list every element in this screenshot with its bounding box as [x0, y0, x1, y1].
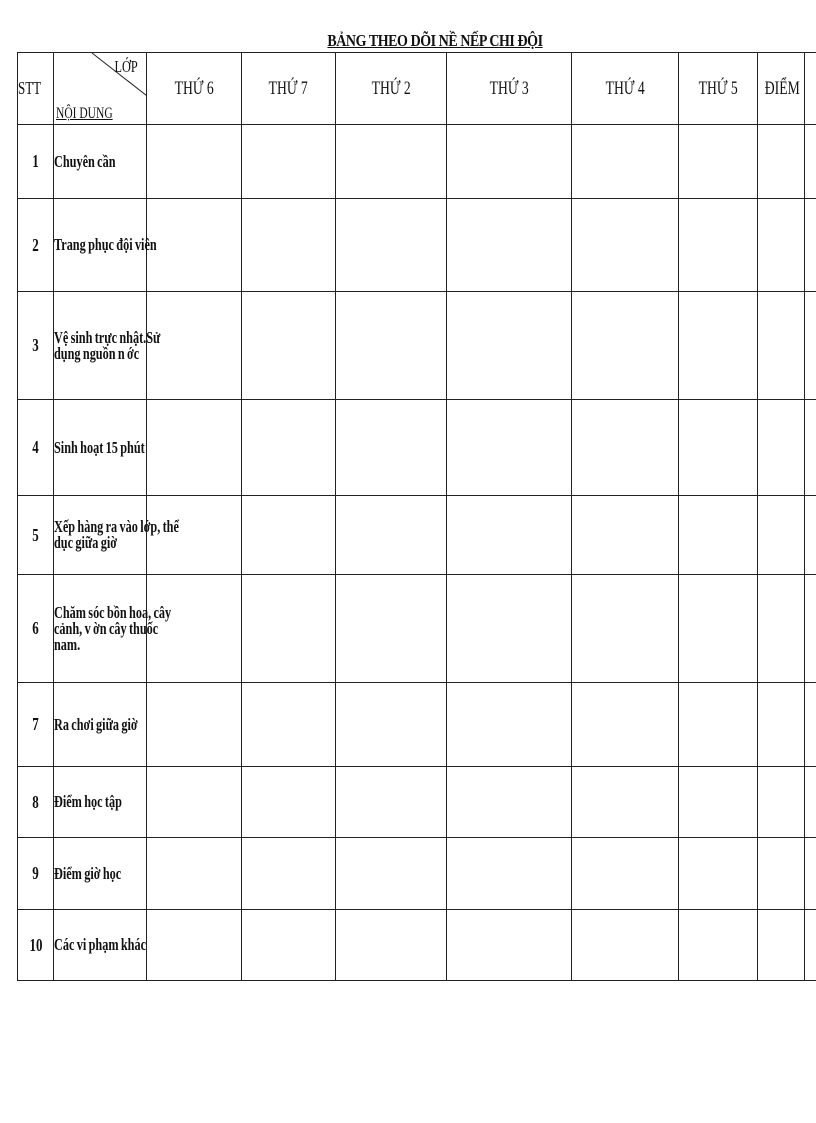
entry-cell[interactable] — [758, 575, 805, 683]
corner-top-label: LỚP — [114, 57, 138, 76]
header-day-1: THỨ 6 — [147, 53, 242, 125]
entry-cell[interactable] — [805, 838, 816, 910]
entry-cell[interactable] — [336, 767, 447, 838]
row-number: 10 — [18, 910, 54, 981]
entry-cell[interactable] — [572, 575, 679, 683]
entry-cell[interactable] — [758, 910, 805, 981]
entry-cell[interactable] — [805, 400, 816, 496]
entry-cell[interactable] — [805, 767, 816, 838]
row-content: Trang phục đội viên — [54, 199, 147, 292]
table-row — [18, 292, 816, 400]
header-day-3: THỨ 2 — [336, 53, 447, 125]
row-number: 3 — [18, 292, 54, 400]
entry-cell[interactable] — [679, 575, 758, 683]
row-number: 8 — [18, 767, 54, 838]
row-number: 4 — [18, 400, 54, 496]
row-content: Chăm sóc bồn hoa, cây cảnh, v ờn cây thuốc nam. — [54, 575, 147, 683]
entry-cell[interactable] — [758, 125, 805, 199]
entry-cell[interactable] — [242, 292, 336, 400]
entry-cell[interactable] — [805, 199, 816, 292]
header-extra — [805, 53, 816, 125]
table-row — [18, 496, 816, 575]
header-row — [18, 53, 816, 125]
stt-header: STT — [18, 53, 54, 125]
entry-cell[interactable] — [805, 683, 816, 767]
entry-cell[interactable] — [447, 400, 572, 496]
entry-cell[interactable] — [336, 910, 447, 981]
entry-cell[interactable] — [336, 575, 447, 683]
tracking-table — [17, 52, 816, 981]
row-number: 2 — [18, 199, 54, 292]
table-row — [18, 575, 816, 683]
entry-cell[interactable] — [242, 400, 336, 496]
entry-cell[interactable] — [758, 496, 805, 575]
entry-cell[interactable] — [447, 125, 572, 199]
entry-cell[interactable] — [805, 910, 816, 981]
entry-cell[interactable] — [805, 125, 816, 199]
entry-cell[interactable] — [572, 400, 679, 496]
entry-cell[interactable] — [572, 292, 679, 400]
entry-cell[interactable] — [572, 496, 679, 575]
row-content: Sinh hoạt 15 phút — [54, 400, 147, 496]
entry-cell[interactable] — [679, 683, 758, 767]
row-number: 9 — [18, 838, 54, 910]
entry-cell[interactable] — [679, 910, 758, 981]
entry-cell[interactable] — [447, 767, 572, 838]
table-row — [18, 199, 816, 292]
table-body — [18, 125, 816, 981]
header-score: ĐIỂM — [758, 53, 805, 125]
entry-cell[interactable] — [336, 292, 447, 400]
header-day-2: THỨ 7 — [242, 53, 336, 125]
entry-cell[interactable] — [572, 767, 679, 838]
row-number: 6 — [18, 575, 54, 683]
entry-cell[interactable] — [242, 910, 336, 981]
entry-cell[interactable] — [447, 496, 572, 575]
header-day-4: THỨ 3 — [447, 53, 572, 125]
row-content: Các vi phạm khác — [54, 910, 147, 981]
entry-cell[interactable] — [572, 838, 679, 910]
row-number: 7 — [18, 683, 54, 767]
row-number: 1 — [18, 125, 54, 199]
entry-cell[interactable] — [336, 400, 447, 496]
entry-cell[interactable] — [679, 838, 758, 910]
entry-cell[interactable] — [447, 910, 572, 981]
entry-cell[interactable] — [336, 199, 447, 292]
row-content: Xếp hàng ra vào lớp, thể dục giữa giờ — [54, 496, 147, 575]
entry-cell[interactable] — [242, 575, 336, 683]
entry-cell[interactable] — [336, 838, 447, 910]
table-row — [18, 125, 816, 199]
entry-cell[interactable] — [679, 125, 758, 199]
row-content: Chuyên cần — [54, 125, 147, 199]
entry-cell[interactable] — [447, 575, 572, 683]
entry-cell[interactable] — [805, 496, 816, 575]
entry-cell[interactable] — [447, 292, 572, 400]
entry-cell[interactable] — [572, 683, 679, 767]
entry-cell[interactable] — [758, 199, 805, 292]
entry-cell[interactable] — [572, 910, 679, 981]
entry-cell[interactable] — [679, 767, 758, 838]
entry-cell[interactable] — [758, 292, 805, 400]
document-title: BẢNG THEO DÕI NỀ NẾP CHI ĐỘI — [327, 31, 543, 50]
corner-cell — [54, 53, 147, 125]
entry-cell[interactable] — [572, 125, 679, 199]
entry-cell[interactable] — [758, 683, 805, 767]
entry-cell[interactable] — [447, 683, 572, 767]
entry-cell[interactable] — [679, 292, 758, 400]
entry-cell[interactable] — [336, 125, 447, 199]
entry-cell[interactable] — [758, 400, 805, 496]
header-day-5: THỨ 4 — [572, 53, 679, 125]
corner-bottom-label: NỘI DUNG — [56, 105, 113, 122]
table-row — [18, 838, 816, 910]
entry-cell[interactable] — [572, 199, 679, 292]
row-content: Vệ sinh trực nhật.Sử dụng nguồn n ớc — [54, 292, 147, 400]
entry-cell[interactable] — [679, 199, 758, 292]
table-row — [18, 683, 816, 767]
entry-cell[interactable] — [758, 838, 805, 910]
entry-cell[interactable] — [805, 575, 816, 683]
entry-cell[interactable] — [242, 496, 336, 575]
entry-cell[interactable] — [447, 199, 572, 292]
entry-cell[interactable] — [805, 292, 816, 400]
entry-cell[interactable] — [242, 838, 336, 910]
entry-cell[interactable] — [679, 400, 758, 496]
row-number: 5 — [18, 496, 54, 575]
entry-cell[interactable] — [758, 767, 805, 838]
row-content: Điểm giờ học — [54, 838, 147, 910]
entry-cell[interactable] — [447, 838, 572, 910]
entry-cell[interactable] — [242, 683, 336, 767]
entry-cell[interactable] — [336, 683, 447, 767]
header-day-6: THỨ 5 — [679, 53, 758, 125]
entry-cell[interactable] — [242, 125, 336, 199]
entry-cell[interactable] — [242, 767, 336, 838]
table-row — [18, 767, 816, 838]
table-row — [18, 400, 816, 496]
row-content: Ra chơi giữa giờ — [54, 683, 147, 767]
entry-cell[interactable] — [336, 496, 447, 575]
table-row — [18, 910, 816, 981]
entry-cell[interactable] — [242, 199, 336, 292]
entry-cell[interactable] — [679, 496, 758, 575]
row-content: Điểm học tập — [54, 767, 147, 838]
